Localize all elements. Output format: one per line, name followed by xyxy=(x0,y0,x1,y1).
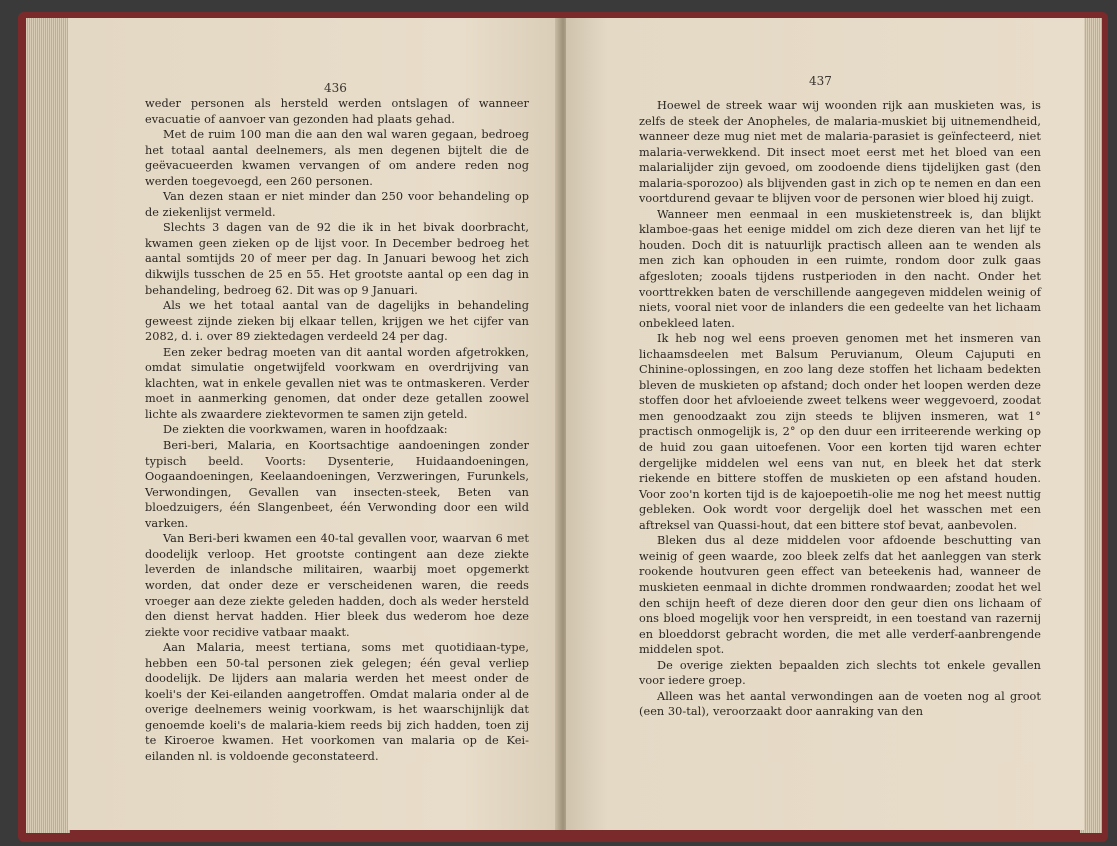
paragraph: Bleken dus al deze middelen voor afdoende beschutting van weinig of geen waarde, zoo bleek zelfs dat het aanleggen van sterk rookende houtvuren geen effect van beteekenis had, wanneer de muskieten eenmaal in dichte drommen rondwaarden; zoodat het wel den schijn heeft of deze dieren door den geur dien ons lichaam of ons bloed mogelijk voor hen verspreidt, in een toestand van razernij en bloeddorst gebracht worden, die met alle verderf-aanbrengende middelen spot. xyxy=(639,534,1041,657)
paragraph: Als we het totaal aantal van de dagelijks in behandeling geweest zijnde zieken bij elkaar tellen, krijgen we het cijfer van 2082, d. i. over 89 ziektedagen verdeeld 24 per dag. xyxy=(145,299,529,344)
paragraph: Een zeker bedrag moeten van dit aantal worden afgetrokken, omdat simulatie ongetwijfeld voorkwam en overdrijving van klachten, wat in enkele gevallen niet was te ontmaskeren. Verder moet in aanmerking genomen, dat onder deze getallen zoowel lichte als zwaardere ziektevormen te samen zijn geteld. xyxy=(145,345,529,421)
right-page-text xyxy=(639,98,1041,720)
paragraph: De overige ziekten bepaalden zich slechts tot enkele gevallen voor iedere groep. xyxy=(639,658,1041,688)
paragraph: Met de ruim 100 man die aan den wal waren gegaan, bedroeg het totaal aantal deelnemers, als men degenen bijtelt die de geëvacueerden kwamen vervangen of om andere reden nog werden toegevoegd, een 260 personen. xyxy=(145,128,529,188)
page-number-left: 436 xyxy=(324,81,347,95)
right-page xyxy=(566,18,1084,830)
paragraph: weder personen als hersteld werden ontslagen of wanneer evacuatie of aanvoer van gezonden had plaats gehad. xyxy=(145,97,529,126)
left-page-text xyxy=(145,96,529,765)
paragraph: Alleen was het aantal verwondingen aan de voeten nog al groot (een 30-tal), veroorzaakt door aanraking van den xyxy=(639,689,1041,719)
paragraph: Van Beri-beri kwamen een 40-tal gevallen voor, waarvan 6 met doodelijk verloop. Het grootste contingent aan deze ziekte leverden de inlandsche militairen, waarbij moet opgemerkt worden, dat onder deze er verscheidenen waren, die reeds vroeger aan deze ziekte geleden hadden, doch als weder hersteld den dienst hervat hadden. Hier bleek dus wederom hoe deze ziekte voor recidive vatbaar maakt. xyxy=(145,532,529,639)
left-page xyxy=(68,18,561,830)
paragraph: Hoewel de streek waar wij woonden rijk aan muskieten was, is zelfs de steek der Anopheles, de malaria-muskiet bij uitnemendheid, wanneer deze mug niet met de malaria-parasiet is geïnfecteerd, niet malaria-verwekkend. Dit insect moet eerst met het bloed van een malarialijder zijn gevoed, om zoodoende diens tijdelijken gast (den malaria-sporozoo) als blijvenden gast in zich op te nemen en dan een voortdurend gevaar te blijven voor de personen wier bloed hij zuigt. xyxy=(639,99,1041,206)
page-number-right: 437 xyxy=(809,74,832,88)
paragraph: De ziekten die voorkwamen, waren in hoofdzaak: xyxy=(163,423,448,437)
paragraph: Wanneer men eenmaal in een muskietenstreek is, dan blijkt klamboe-gaas het eenige middel om zich deze dieren van het lijf te houden. Doch dit is natuurlijk practisch alleen aan te wenden als men zich kan ophouden in een ruimte, rondom door zulk gaas afgesloten; zooals tijdens rustperioden in den nacht. Onder het voorttrekken baten de verschillende aangegeven middelen weinig of niets, vooral niet voor de inlanders die een gedeelte van het lichaam onbekleed laten. xyxy=(639,207,1041,330)
paragraph: Aan Malaria, meest tertiana, soms met quotidiaan-type, hebben een 50-tal personen ziek gelegen; één geval verliep doodelijk. De lijders aan malaria werden het meest onder de koeli's der Kei-eilanden aangetroffen. Omdat malaria onder al de overige deelnemers weinig voorkwam, is het waarschijnlijk dat genoemde koeli's de malaria-kiem reeds bij zich hadden, toen zij te Kiroeroe kwamen. Het voorkomen van malaria op de Kei-eilanden nl. is voldoende geconstateerd. xyxy=(145,641,529,763)
paragraph: Beri-beri, Malaria, en Koortsachtige aandoeningen zonder typisch beeld. Voorts: Dysenterie, Huidaandoeningen, Oogaandoeningen, Keelaandoeningen, Verzweringen, Furunkels, Verwondingen, Gevallen van insecten-steek, Beten van bloedzuigers, één Slangenbeet, één Verwonding door een wild varken. xyxy=(145,439,529,530)
paragraph: Ik heb nog wel eens proeven genomen met het insmeren van lichaamsdeelen met Balsum Peruvianum, Oleum Cajuputi en Chinine-oplossingen, en zoo lang deze stoffen het lichaam bedekten bleven de muskieten op afstand; doch onder het loopen werden deze stoffen door het afvloeiende zweet telkens weer weggevoerd, zoodat men genoodzaakt zou zijn steeds te blijven insmeren, wat 1° practisch onmogelijk is, 2° op den duur een irriteerende werking op de huid zou gaan uitoefenen. Voor een korten tijd waren echter dergelijke middelen wel eens van nut, en bleek het dat sterk riekende en bittere stoffen de muskieten op een afstand houden. Voor zoo'n korten tijd is de kajoepoetih-olie me nog het meest nuttig gebleken. Ook wordt voor dergelijk doel het wasschen met een aftreksel van Quassi-hout, dat een bittere stof bevat, aanbevolen. xyxy=(639,332,1041,532)
paragraph: Van dezen staan er niet minder dan 250 voor behandeling op de ziekenlijst vermeld. xyxy=(145,190,529,219)
page-edges-left xyxy=(26,18,70,833)
paragraph: Slechts 3 dagen van de 92 die ik in het bivak doorbracht, kwamen geen zieken op de lijst voor. In December bedroeg het aantal somtijds 20 of meer per dag. In Januari bewoog het zich dikwijls tusschen de 25 en 55. Het grootste aantal op een dag in behandeling, bedroeg 62. Dit was op 9 Januari. xyxy=(145,221,529,297)
